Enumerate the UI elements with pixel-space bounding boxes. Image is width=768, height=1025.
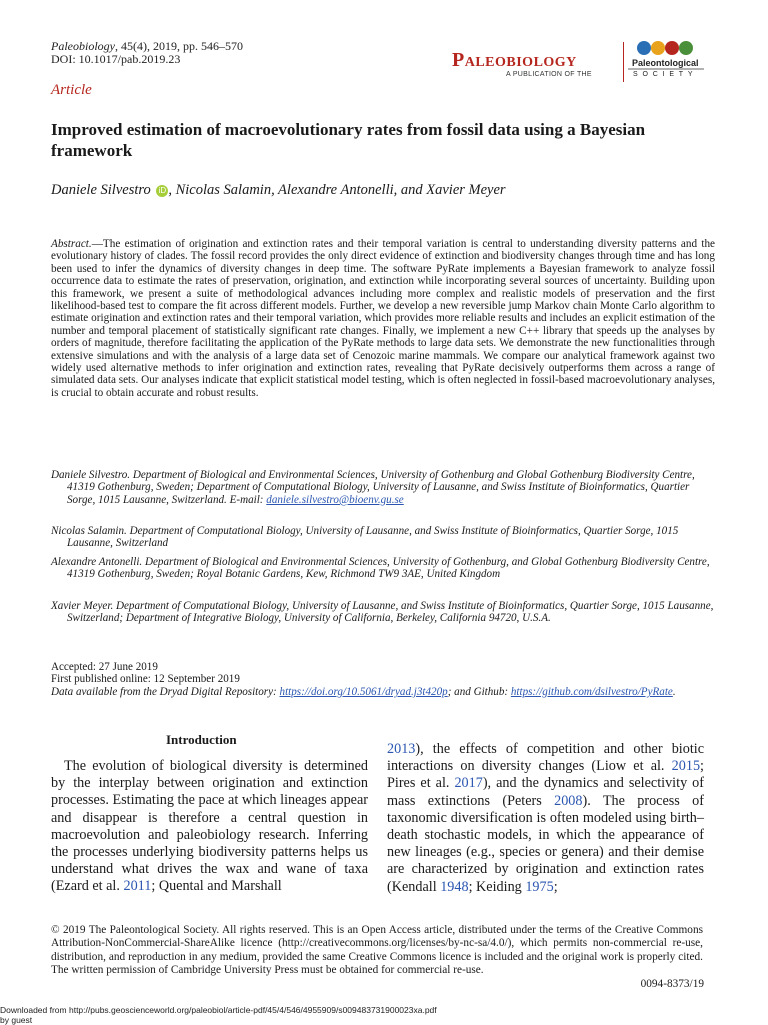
society-name: Paleontological	[632, 58, 699, 68]
github-link[interactable]: https://github.com/dsilvestro/PyRate	[510, 685, 673, 698]
citation-link[interactable]: 1948	[440, 878, 469, 895]
doi: DOI: 10.1017/pab.2019.23	[51, 52, 181, 66]
accepted-date: Accepted: 27 June 2019	[51, 661, 158, 673]
article-dates	[51, 661, 719, 698]
availability-prefix: Data available from the Dryad Digital Repository:	[51, 685, 280, 698]
affiliation-text: Daniele Silvestro. Department of Biological and Environmental Sciences, University of Gothenburg and Global Gothenburg Biodiversity Centre, 41319 Gothenburg, Sweden; Department of Computational Biology, University of Lausanne, and Swiss Institute of Bioinformatics, Quartier Sorge, 1015 Lausanne, Switzerland. E-mail:	[51, 469, 695, 506]
body-text: ; Keiding	[468, 878, 526, 895]
journal-name: Paleobiology	[51, 39, 115, 53]
citation-link[interactable]: 1975	[525, 878, 554, 895]
body-text: ;	[553, 878, 558, 895]
author-list	[51, 182, 506, 199]
license-notice: © 2019 The Paleontological Society. All rights reserved. This is an Open Access article, distributed under the terms of the Creative Commons Attribution-NonCommercial-ShareAlike licence (http://creativecommons.org/licenses/by-nc-sa/4.0/), which permits non-commercial re-use, distribution, and reproduction in any medium, provided the same Creative Commons licence is included and the original work is properly cited. The written permission of Cambridge University Press must be obtained for commercial re-use.	[51, 924, 703, 977]
body-text: ). The process of taxonomic diversification is often modeled using birth–death stochastic models, in which the appearance of new lineages (e.g., species or genera) and their demise are characterized by origination and extinction rates (Kendall	[387, 792, 704, 895]
affiliation-antonelli: Alexandre Antonelli. Department of Biological and Environmental Sciences, University of Gothenburg, and Global Gothenburg Biodiversity Centre, 41319 Gothenburg, Sweden; Royal Botanic Gardens, Kew, Richmond TW9 3AE, United Kingdom	[51, 556, 710, 581]
download-guest: by guest	[0, 1015, 33, 1025]
section-heading-introduction: Introduction	[166, 732, 237, 747]
data-availability	[51, 686, 719, 698]
body-text: ), and the dynamics and selectivity of mass extinctions (Peters	[387, 775, 704, 809]
affiliation-meyer: Xavier Meyer. Department of Computational Biology, University of Lausanne, and Swiss Institute of Bioinformatics, Quartier Sorge, 1015 Lausanne, Switzerland; Department of Integrative Biology, University of California, Berkeley, California 94720, U.S.A.	[51, 600, 714, 625]
citation-link[interactable]: 2011	[123, 878, 152, 895]
abstract-label: Abstract.	[51, 238, 92, 250]
citation-link[interactable]: 2008	[554, 792, 583, 809]
journal-logo-subtitle: A PUBLICATION OF THE	[506, 71, 592, 78]
citation-link[interactable]: 2013	[387, 741, 416, 757]
body-text: The evolution of biological diversity is determined by the interplay between origination and extinction processes. Estimating the pace at which lineages appear and disappear is therefore a central question in macroevolution and paleobiology research. Inferring the processes underlying biodiversity patterns helps us understand what drives the wax and wane of taxa (Ezard et al.	[51, 758, 368, 895]
download-footer	[0, 1005, 437, 1025]
other-authors: , Nicolas Salamin, Alexandre Antonelli, and Xavier Meyer	[168, 182, 506, 198]
body-text: ; Quental and Marshall	[151, 878, 282, 895]
logo-divider	[623, 42, 624, 82]
orcid-icon[interactable]: iD	[156, 185, 168, 197]
issn-code: 0094-8373/19	[640, 978, 704, 990]
body-column-left	[51, 758, 368, 896]
citation-link[interactable]: 2017	[454, 775, 483, 792]
citation-link[interactable]: 2015	[671, 758, 701, 775]
published-date: First published online: 12 September 2019	[51, 673, 240, 686]
dryad-link[interactable]: https://doi.org/10.5061/dryad.j3t420p	[279, 685, 448, 698]
article-type: Article	[51, 82, 92, 98]
first-author: Daniele Silvestro	[51, 182, 151, 198]
affiliation-salamin: Nicolas Salamin. Department of Computational Biology, University of Lausanne, and Swiss Institute of Bioinformatics, Quartier Sorge, 1015 Lausanne, Switzerland	[51, 525, 679, 550]
abstract	[51, 238, 715, 399]
body-text: ), the effects of competition and other biotic interactions on diversity changes (Liow et al.	[387, 741, 704, 775]
email-link[interactable]: daniele.silvestro@bioenv.gu.se	[266, 493, 404, 506]
affiliation-silvestro	[51, 469, 719, 506]
paper-title: Improved estimation of macroevolutionary rates from fossil data using a Bayesian framework	[51, 120, 646, 160]
society-subtitle: SOCIETY	[633, 71, 698, 78]
availability-end: .	[672, 685, 676, 698]
volume-pages: , 45(4), 2019, pp. 546–570	[114, 39, 243, 53]
abstract-text: —The estimation of origination and extinction rates and their temporal variation is central to understanding diversity patterns and the evolutionary history of clades. The fossil record provides the only direct evidence of extinction and biodiversity changes through time and has long been used to infer the dynamics of diversity changes in deep time. The software PyRate implements a Bayesian framework to analyze fossil occurrence data to estimate the rates of preservation, origination, and extinction while incorporating several sources of uncertainty. Building upon this framework, we present a suite of methodological advances including more complex and realistic models of preservation and the first likelihood-based test to compare the fit across different models. Further, we develop a new reversible jump Markov chain Monte Carlo algorithm to estimate origination and extinction rates and their temporal variation, which provides more reliable results and includes an explicit estimation of the number and temporal placement of statistically significant rate changes. Finally, we implement a new C++ library that speeds up the analyses by orders of magnitude, therefore facilitating the application of the PyRate methods to large data sets. We demonstrate the new functionalities through extensive simulations and with the analysis of a large data set of Cenozoic marine mammals. We compare our analytical framework against two widely used alternative methods to infer origination and extinction rates, revealing that PyRate decisively outperforms them across a range of simulated data sets. Our analyses indicate that explicit statistical model testing, which is often neglected in fossil-based macroevolutionary analyses, is crucial to obtain accurate and robust results.	[51, 238, 715, 399]
journal-logo-text: Paleobiology	[452, 49, 577, 71]
body-column-right	[387, 741, 704, 896]
download-url: Downloaded from http://pubs.geoscienceworld.org/paleobiol/article-pdf/45/4/546/4955909/s009483731900023xa.pdf	[0, 1005, 437, 1015]
availability-mid: ; and Github:	[447, 685, 511, 698]
body-text: ; Pires et al.	[387, 758, 704, 792]
